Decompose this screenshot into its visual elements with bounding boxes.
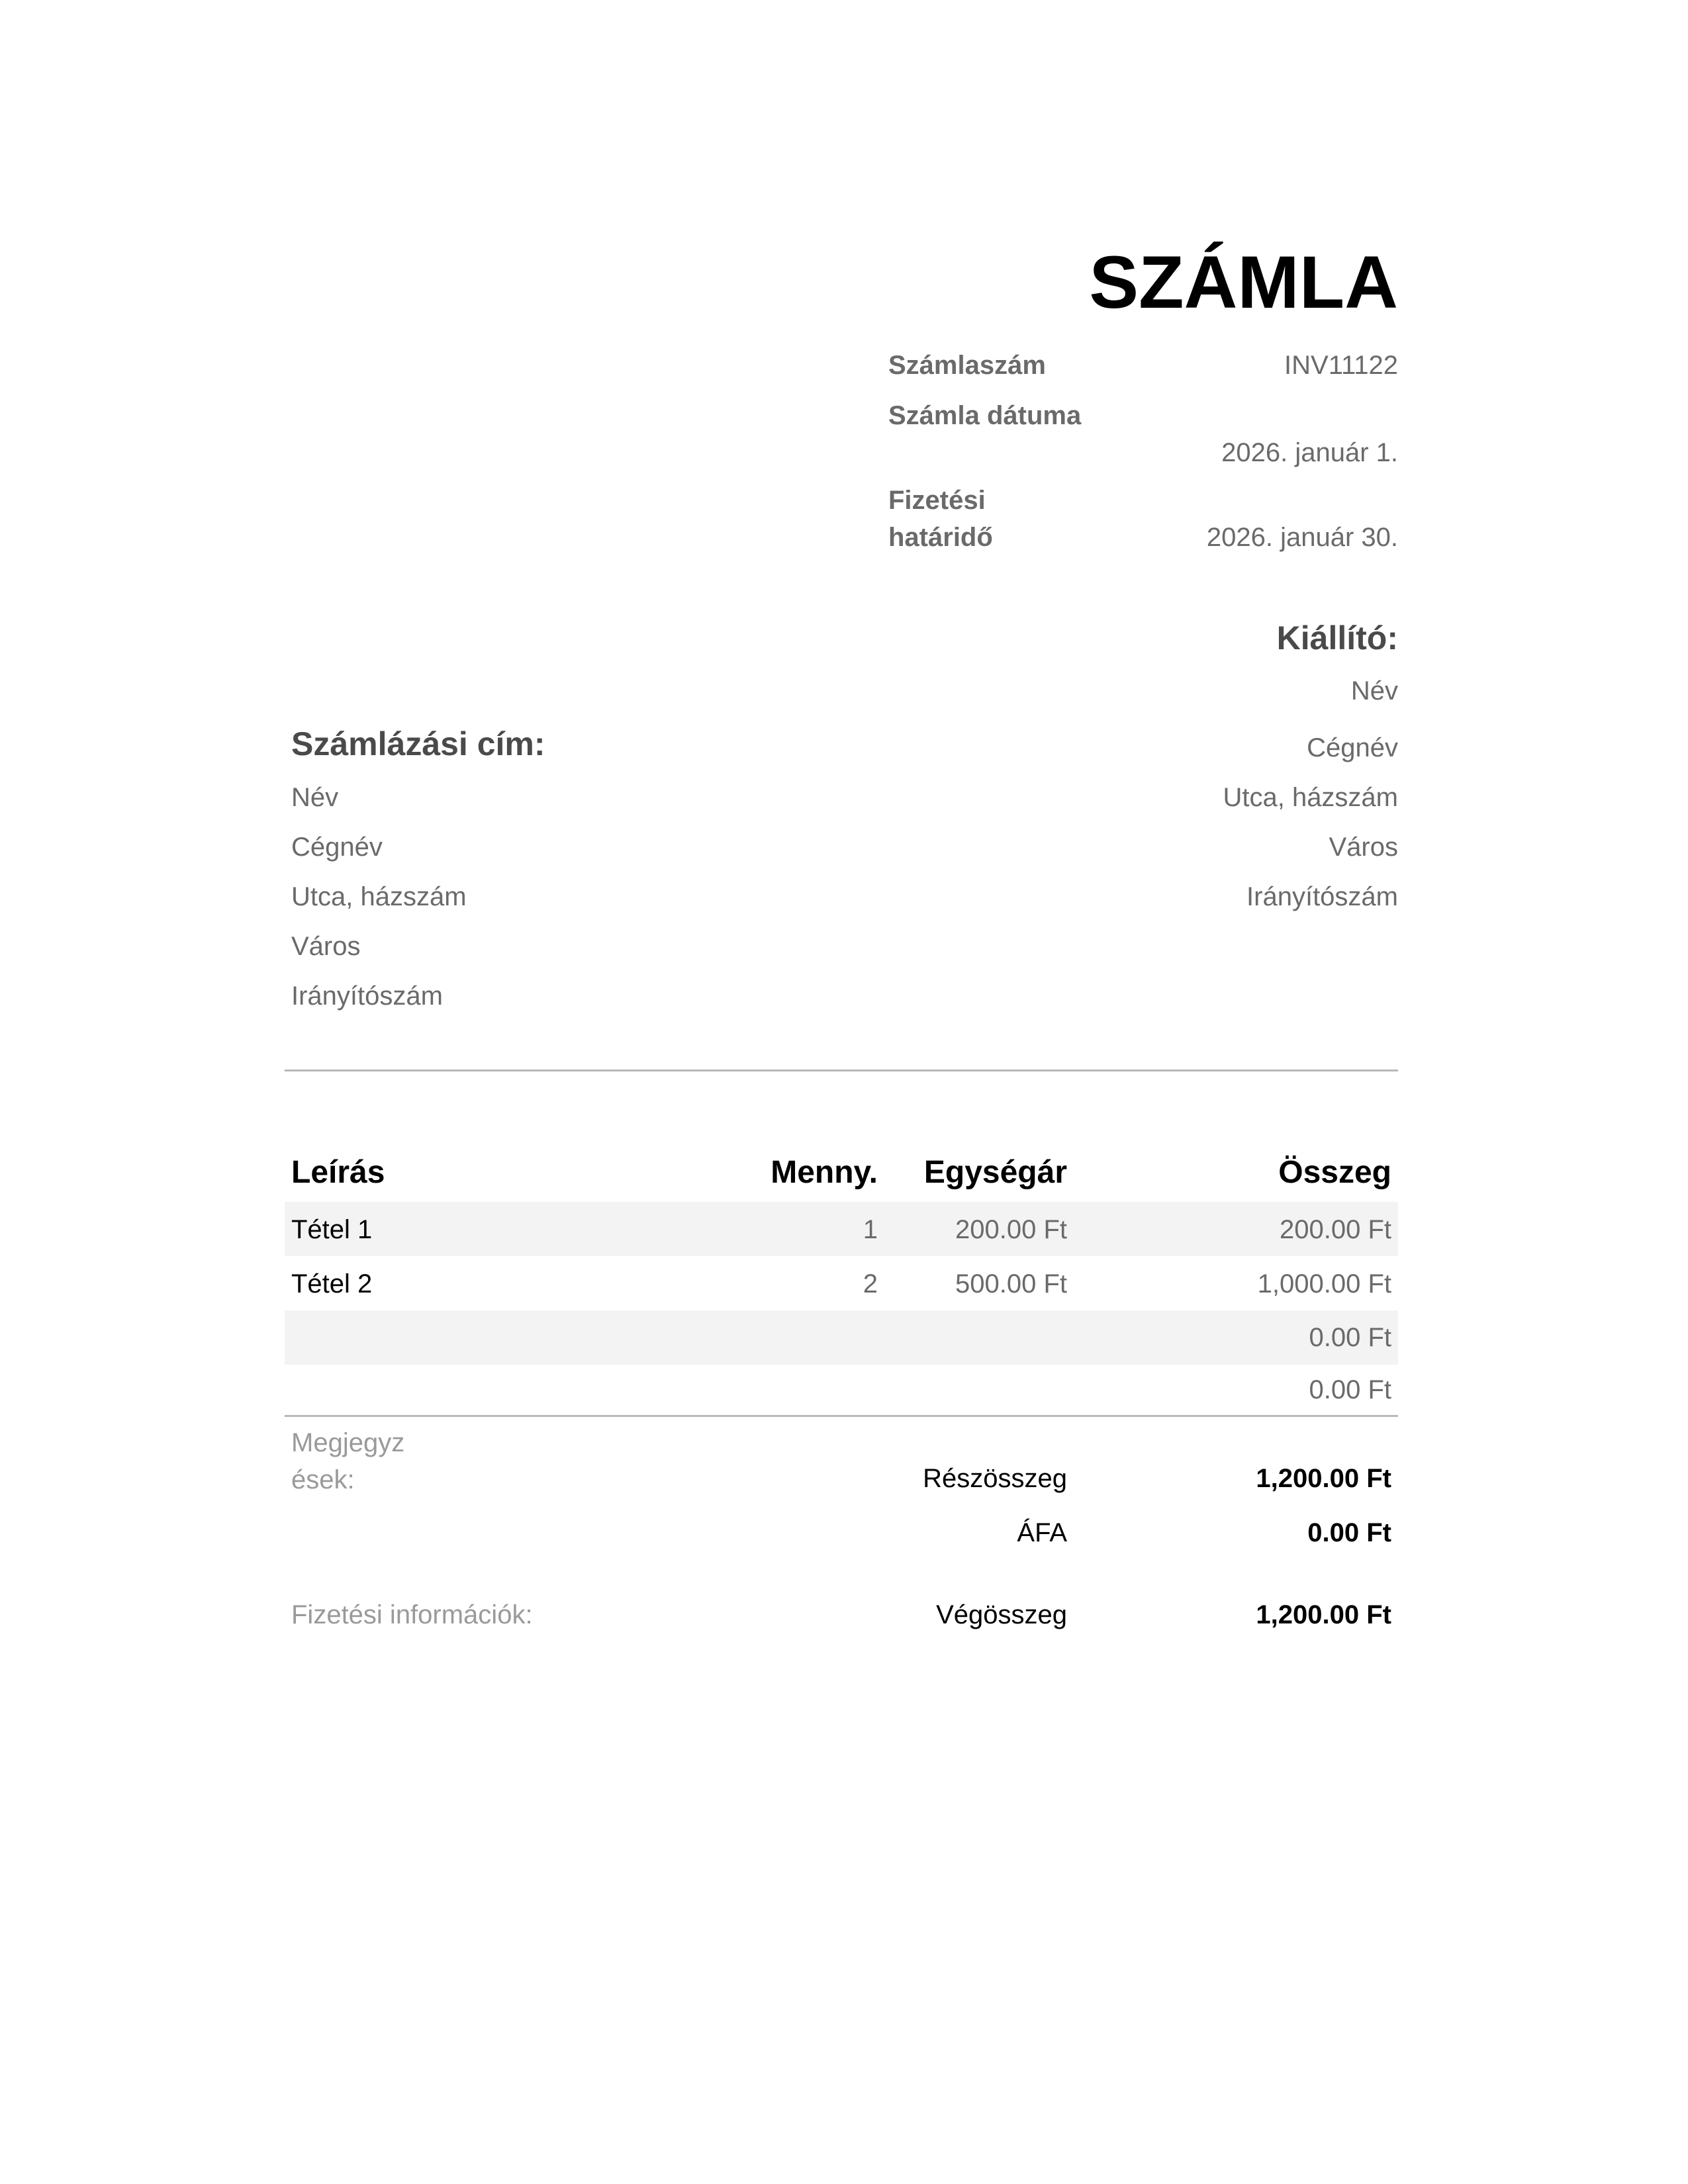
table-row [285, 1202, 1398, 1256]
billing-name: Név [291, 783, 339, 812]
billing-street: Utca, házszám [291, 882, 467, 911]
vat-label: ÁFA [1017, 1518, 1067, 1547]
invoice-number-label: Számlaszám [888, 351, 1046, 380]
invoice-date-row [888, 397, 1398, 471]
row-1-unit-price: 200.00 Ft [955, 1215, 1067, 1244]
header-description: Leírás [291, 1155, 385, 1190]
vat-value: 0.00 Ft [1307, 1518, 1391, 1547]
header-unit-price: Egységár [923, 1155, 1067, 1190]
invoice-number-value: INV11122 [1284, 351, 1398, 380]
billing-heading: Számlázási cím: [291, 725, 545, 762]
table-row [285, 1310, 1398, 1365]
issuer-city: Város [1329, 833, 1398, 862]
row-2-unit-price: 500.00 Ft [955, 1269, 1067, 1298]
total-value: 1,200.00 Ft [1256, 1600, 1391, 1629]
issuer-street: Utca, házszám [1223, 783, 1398, 812]
invoice-title: SZÁMLA [1089, 241, 1398, 324]
row-1-description: Tétel 1 [291, 1215, 373, 1244]
due-date-row [888, 482, 1398, 556]
total-label: Végösszeg [936, 1600, 1067, 1629]
invoice-number-row [888, 347, 1398, 384]
table-row [285, 1362, 1398, 1416]
due-date-value: 2026. január 30. [1206, 523, 1398, 552]
row-2-quantity: 2 [863, 1269, 878, 1298]
subtotal-label: Részösszeg [923, 1464, 1067, 1493]
issuer-name: Név [1350, 676, 1398, 705]
payment-info-label: Fizetési információk: [291, 1600, 533, 1629]
issuer-zip: Irányítószám [1246, 882, 1398, 911]
notes-label: Megjegyzések: [291, 1428, 405, 1494]
invoice-date-label: Számla dátuma [888, 401, 1082, 430]
table-row [285, 1256, 1398, 1310]
header-quantity: Menny. [771, 1155, 878, 1190]
table-bottom-line [285, 1415, 1398, 1417]
row-1-amount: 200.00 Ft [1279, 1215, 1391, 1244]
due-date-label: Fizetési határidő [888, 486, 993, 552]
header-amount: Összeg [1278, 1155, 1391, 1190]
subtotal-value: 1,200.00 Ft [1256, 1464, 1391, 1493]
row-2-amount: 1,000.00 Ft [1257, 1269, 1391, 1298]
issuer-company: Cégnév [1307, 733, 1398, 762]
row-3-amount: 0.00 Ft [1309, 1323, 1391, 1352]
section-divider [285, 1069, 1398, 1071]
row-1-quantity: 1 [863, 1215, 878, 1244]
issuer-heading: Kiállító: [1276, 619, 1398, 657]
billing-city: Város [291, 932, 361, 961]
row-2-description: Tétel 2 [291, 1269, 373, 1298]
billing-zip: Irányítószám [291, 981, 443, 1011]
row-4-amount: 0.00 Ft [1309, 1375, 1391, 1404]
invoice-date-value: 2026. január 1. [1221, 438, 1398, 467]
billing-company: Cégnév [291, 833, 383, 862]
